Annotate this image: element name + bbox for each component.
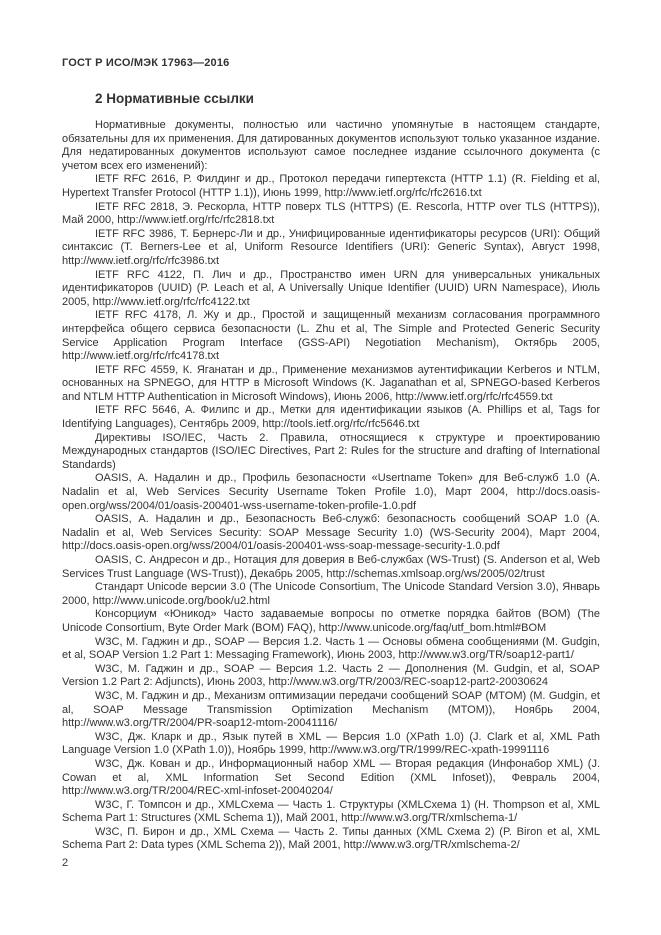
reference-paragraph: Консорциум «Юникод» Часто задаваемые вопросы по отметке порядка байтов (BOM) (The Unicode Consortium, Byte Order Mark (BOM) FAQ), http://www.unicode.org/faq/utf_bom.html#BOM <box>62 608 600 634</box>
reference-paragraph: OASIS, А. Надалин и др., Профиль безопасности «Usertname Token» для Веб-служб 1.0 (A. Nadalin et al, Web Services Security Username Token Profile 1.0), Март 2004, http://docs.oasis-open.org/wss/2004/01/oasis-200401-wss-username-token-profile-1.0.pdf <box>62 472 600 512</box>
reference-paragraph: OASIS, А. Надалин и др., Безопасность Веб-служб: безопасность сообщений SOAP 1.0 (A. Nadalin et al, Web Services Security: SOAP Message Security 1.0) (WS-Security 2004), Март 2004, http://docs.oasis-open.org/wss/2004/01/oasis-200401-wss-soap-message-security-1.0.pdf <box>62 513 600 553</box>
reference-paragraph: W3C, Г. Томпсон и др., XMLСхема — Часть 1. Структуры (XMLСхема 1) (H. Thompson et al, XML Schema Part 1: Structures (XML Schema 1)), Май 2001, http://www.w3.org/TR/xmlschema-1/ <box>62 798 600 825</box>
reference-paragraph: IETF RFC 2818, Э. Рескорла, HTTP поверх TLS (HTTPS) (E. Rescorla, HTTP over TLS (HTTPS)), Май 2000, http://www.ietf.org/rfc/rfc2818.txt <box>62 200 600 227</box>
reference-paragraph: W3C, Дж. Кларк и др., Язык путей в XML — Версия 1.0 (XPath 1.0) (J. Clark et al, XML Path Language Version 1.0 (XPath 1.0)), Ноябрь 1999, http://www.w3.org/TR/1999/REC-xpath-19991116 <box>62 730 600 757</box>
running-header: ГОСТ Р ИСО/МЭК 17963—2016 <box>62 57 230 69</box>
reference-paragraph: Директивы ISO/IEC, Часть 2. Правила, относящиеся к структуре и проектированию Международных стандартов (ISO/IEC Directives, Part 2: Rules for the structure and drafting of International Standards) <box>62 431 600 471</box>
reference-paragraph: W3C, Дж. Кован и др., Информационный набор XML — Вторая редакция (Инфонабор XML) (J. Cowan et al, XML Information Set Second Edition (XML Infoset)), Февраль 2004, http://www.w3.org/TR/2004/REC-xml-infoset-20040204/ <box>62 757 600 798</box>
reference-paragraph: Стандарт Unicode версии 3.0 (The Unicode Consortium, The Unicode Standard Version 3.0), Январь 2000, http://www.unicode.org/book/u2.html <box>62 581 600 607</box>
reference-paragraph: OASIS, С. Андресон и др., Нотация для доверия в Веб-службах (WS-Trust) (S. Anderson et al, Web Services Trust Language (WS-Trust)), Декабрь 2005, http://schemas.xmlsoap.org/ws/2005/02/trust <box>62 554 600 580</box>
reference-paragraph: W3C, М. Гаджин и др., Механизм оптимизации передачи сообщений SOAP (MTOM) (M. Gudgin, et al, SOAP Message Transmission Optimization Mechanism (MTOM)), Ноябрь 2004, http://www.w3.org/TR/2004/PR-soap12-mtom-20041116/ <box>62 689 600 730</box>
reference-paragraph: W3C, М. Гаджин и др., SOAP — Версия 1.2. Часть 2 — Дополнения (M. Gudgin, et al, SOAP Version 1.2 Part 2: Adjuncts), Июнь 2003, http://www.w3.org/TR/2003/REC-soap12-part2-20030624 <box>62 662 600 689</box>
section-heading: 2 Нормативные ссылки <box>95 91 254 106</box>
intro-paragraph: Нормативные документы, полностью или частично упомянутые в настоящем стандарте, обязательны для их применения. Для датированных документов используют только указанное издание. Для недатированных документов используют самое последнее издание ссылочного документа (с учетом всех его изменений): <box>62 119 600 172</box>
reference-paragraph: IETF RFC 2616, Р. Филдинг и др., Протокол передачи гипертекста (HTTP 1.1) (R. Fielding et al, Hypertext Transfer Protocol (HTTP 1.1)), Июнь 1999, http://www.ietf.org/rfc/rfc2616.txt <box>62 173 600 199</box>
reference-paragraph: IETF RFC 5646, А. Филипс и др., Метки для идентификации языков (A. Phillips et al, Tags for Identifying Languages), Сентябрь 2009, http://tools.ietf.org/rfc/rfc5646.txt <box>62 404 600 431</box>
reference-paragraph: IETF RFC 4122, П. Лич и др., Пространство имен URN для универсальных уникальных идентификаторов (UUID) (P. Leach et al, A Universally Unique Identifier (UUID) URN Namespace), Июль 2005, http://www.ietf.org/rfc/rfc4122.txt <box>62 268 600 308</box>
reference-paragraph: W3C, М. Гаджин и др., SOAP — Версия 1.2. Часть 1 — Основы обмена сообщениями (M. Gudgin, et al, SOAP Version 1.2 Part 1: Messaging Framework), Июнь 2003, http://www.w3.org/TR/soap12-part1/ <box>62 635 600 662</box>
reference-paragraph: W3C, П. Бирон и др., XML Схема — Часть 2. Типы данных (XML Схема 2) (P. Biron et al, XML Schema Part 2: Data types (XML Schema 2)), Май 2001, http://www.w3.org/TR/xmlschema-2/ <box>62 825 600 852</box>
reference-paragraph: IETF RFC 3986, Т. Бернерс-Ли и др., Унифицированные идентификаторы ресурсов (URI): Общий синтаксис (T. Berners-Lee et al, Uniform Resource Identifiers (URI): Generic Syntax), Август 1998, http://www.ietf.org/rfc/rfc3986.txt <box>62 227 600 267</box>
reference-paragraph: IETF RFC 4559, К. Яганатан и др., Применение механизмов аутентификации Kerberos и NTLM, основанных на SPNEGO, для HTTP в Microsoft Windows (K. Jaganathan et al, SPNEGO-based Kerberos and NTLM HTTP Authentication in Microsoft Windows), Июнь 2006, http://www.ietf.org/rfc/rfc4559.txt <box>62 363 600 403</box>
reference-paragraph: IETF RFC 4178, Л. Жу и др., Простой и защищенный механизм согласования программного интерфейса общего сервиса безопасности (L. Zhu et al, The Simple and Protected Generic Security Service Application Program Interface (GSS-API) Negotiation Mechanism), Октябрь 2005, http://www.ietf.org/rfc/rfc4178.txt <box>62 309 600 363</box>
page-number: 2 <box>62 857 69 870</box>
